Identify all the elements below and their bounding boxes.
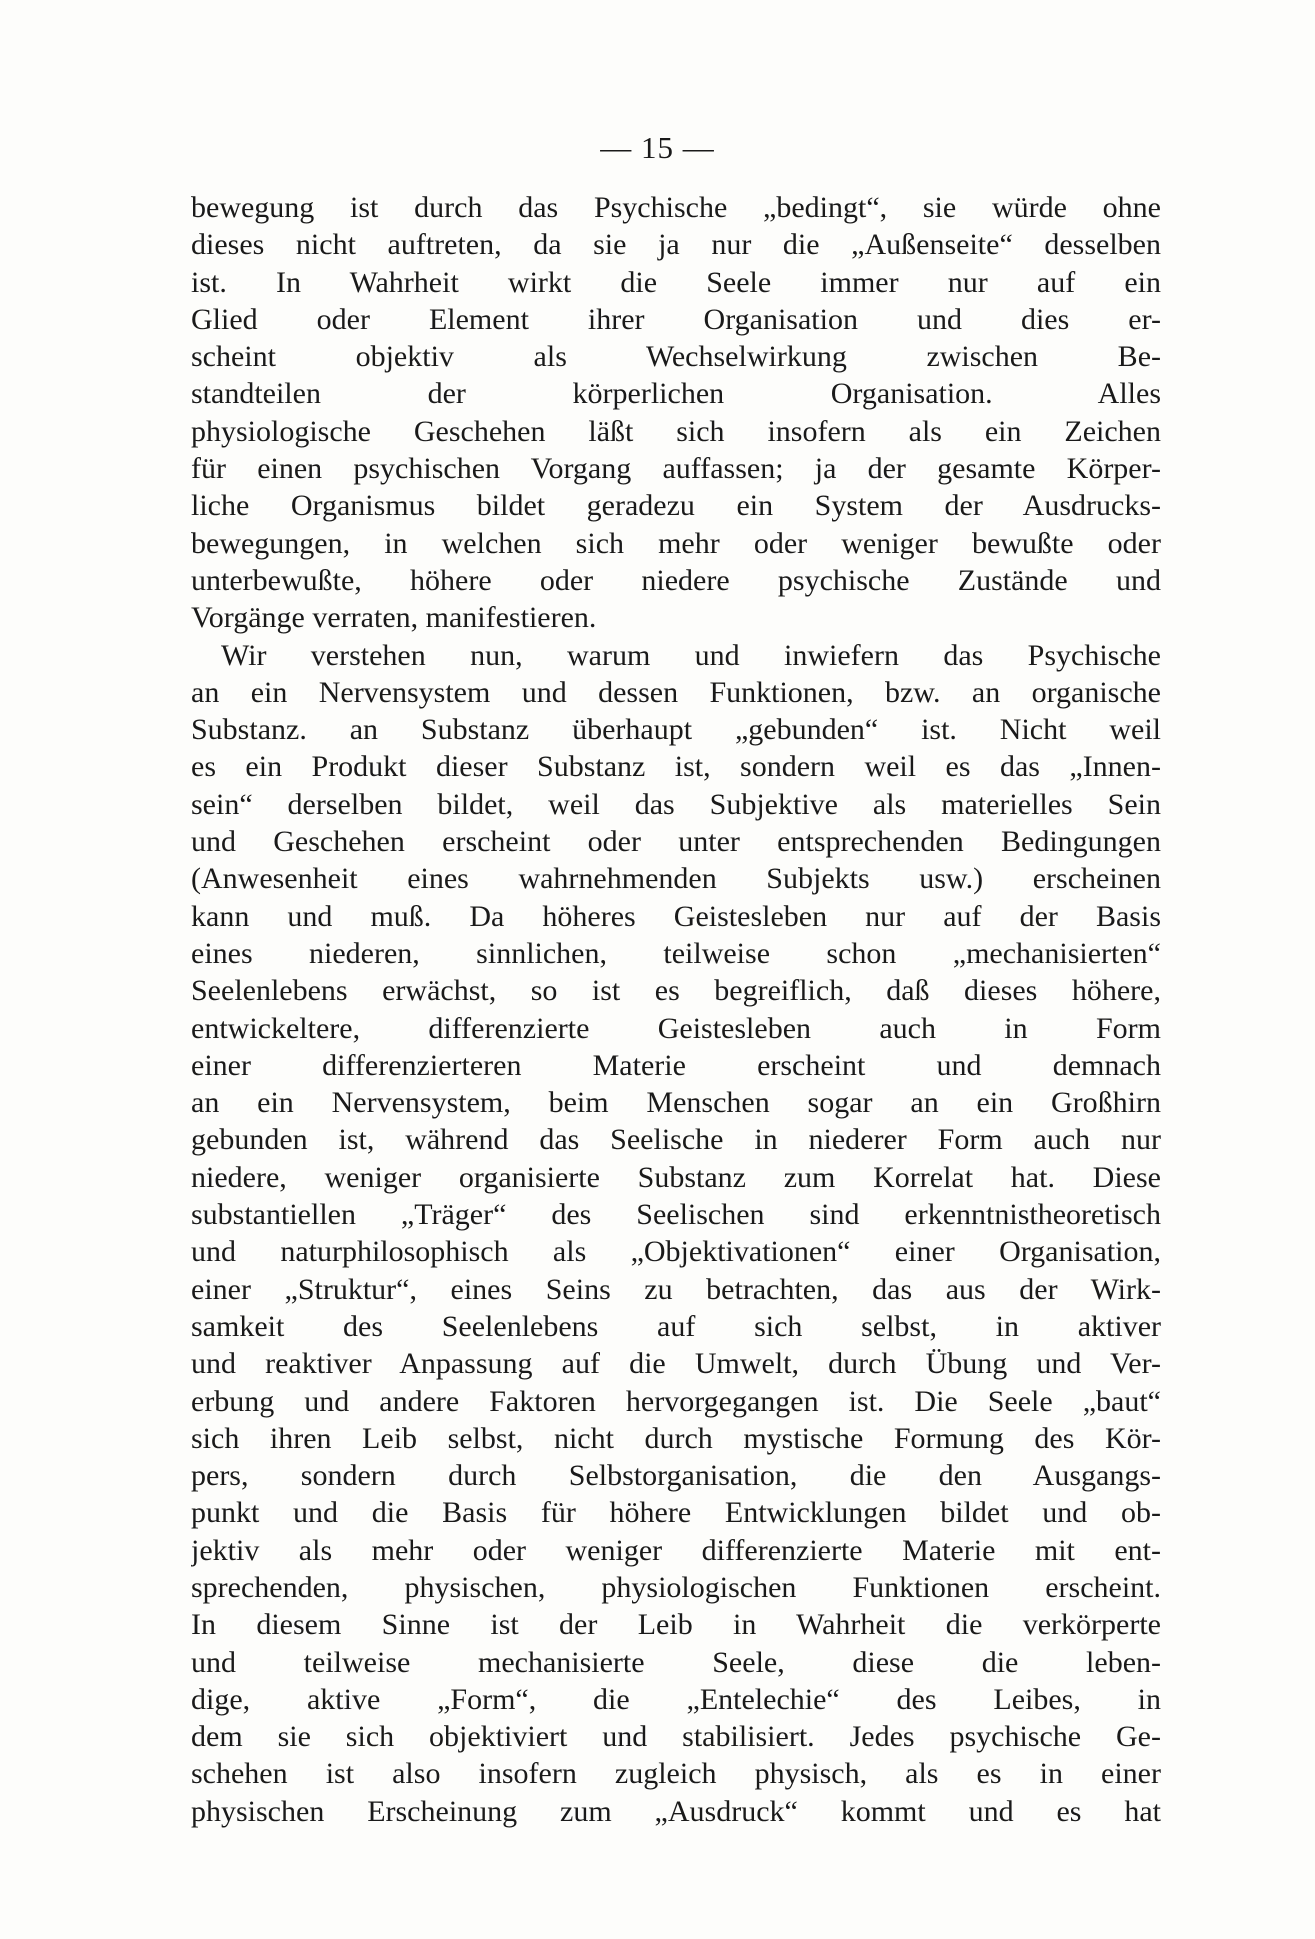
text-line: scheint objektiv als Wechselwirkung zwischen Be- bbox=[191, 340, 1161, 374]
text-line: Seelenlebens erwächst, so ist es begreiflich, daß dieses höhere, bbox=[191, 974, 1161, 1008]
text-line: dige, aktive „Form“, die „Entelechie“ des Leibes, in bbox=[191, 1682, 1161, 1716]
text-line: standteilen der körperlichen Organisation. Alles bbox=[191, 377, 1161, 411]
text-line: an ein Nervensystem und dessen Funktionen, bzw. an organische bbox=[191, 675, 1161, 709]
text-line: es ein Produkt dieser Substanz ist, sondern weil es das „Innen- bbox=[191, 750, 1161, 784]
text-line: an ein Nervensystem, beim Menschen sogar an ein Großhirn bbox=[191, 1086, 1161, 1120]
text-line: sich ihren Leib selbst, nicht durch mystische Formung des Kör- bbox=[191, 1421, 1161, 1455]
text-line: liche Organismus bildet geradezu ein System der Ausdrucks- bbox=[191, 489, 1161, 523]
body-text bbox=[191, 189, 1161, 1830]
text-line: Substanz. an Substanz überhaupt „gebunden“ ist. Nicht weil bbox=[191, 713, 1161, 747]
text-line: ist. In Wahrheit wirkt die Seele immer nur auf ein bbox=[191, 265, 1161, 299]
text-line: kann und muß. Da höheres Geistesleben nur auf der Basis bbox=[191, 899, 1161, 933]
text-line: (Anwesenheit eines wahrnehmenden Subjekts usw.) erscheinen bbox=[191, 862, 1161, 896]
text-line: bewegungen, in welchen sich mehr oder weniger bewußte oder bbox=[191, 526, 1161, 560]
text-line: bewegung ist durch das Psychische „bedingt“, sie würde ohne bbox=[191, 191, 1161, 224]
page-number: — 15 — bbox=[600, 130, 715, 165]
text-line: sein“ derselben bildet, weil das Subjektive als materielles Sein bbox=[191, 787, 1161, 821]
text-line: Glied oder Element ihrer Organisation und dies er- bbox=[191, 302, 1161, 336]
text-line: pers, sondern durch Selbstorganisation, die den Ausgangs- bbox=[191, 1459, 1161, 1493]
text-line: substantiellen „Träger“ des Seelischen sind erkenntnistheoretisch bbox=[191, 1198, 1161, 1232]
text-line: Wir verstehen nun, warum und inwiefern das Psychische bbox=[221, 638, 1161, 672]
text-line: sprechenden, physischen, physiologischen Funktionen erscheint. bbox=[191, 1570, 1161, 1604]
text-line: erbung und andere Faktoren hervorgegangen ist. Die Seele „baut“ bbox=[191, 1384, 1161, 1418]
text-line: einer „Struktur“, eines Seins zu betrachten, das aus der Wirk- bbox=[191, 1272, 1161, 1306]
text-line: niedere, weniger organisierte Substanz zum Korrelat hat. Diese bbox=[191, 1160, 1161, 1194]
text-line: dieses nicht auftreten, da sie ja nur die „Außenseite“ desselben bbox=[191, 228, 1161, 262]
paragraph-end-line: Vorgänge verraten, manifestieren. bbox=[191, 601, 597, 635]
text-line: und Geschehen erscheint oder unter entsprechenden Bedingungen bbox=[191, 825, 1161, 859]
text-line: eines niederen, sinnlichen, teilweise schon „mechanisierten“ bbox=[191, 936, 1161, 970]
text-line: für einen psychischen Vorgang auffassen; ja der gesamte Körper- bbox=[191, 452, 1161, 486]
text-line: punkt und die Basis für höhere Entwicklungen bildet und ob- bbox=[191, 1496, 1161, 1530]
text-line: und teilweise mechanisierte Seele, diese die leben- bbox=[191, 1645, 1161, 1679]
text-line: entwickeltere, differenzierte Geistesleben auch in Form bbox=[191, 1011, 1161, 1045]
text-line: In diesem Sinne ist der Leib in Wahrheit die verkörperte bbox=[191, 1608, 1161, 1642]
text-line: dem sie sich objektiviert und stabilisiert. Jedes psychische Ge- bbox=[191, 1720, 1161, 1754]
text-line: samkeit des Seelenlebens auf sich selbst, in aktiver bbox=[191, 1309, 1161, 1343]
text-line: gebunden ist, während das Seelische in niederer Form auch nur bbox=[191, 1123, 1161, 1157]
text-line: und reaktiver Anpassung auf die Umwelt, durch Übung und Ver- bbox=[191, 1347, 1161, 1381]
text-line: jektiv als mehr oder weniger differenzierte Materie mit ent- bbox=[191, 1533, 1161, 1567]
text-line: und naturphilosophisch als „Objektivationen“ einer Organisation, bbox=[191, 1235, 1161, 1269]
text-line: unterbewußte, höhere oder niedere psychische Zustände und bbox=[191, 563, 1161, 597]
text-line: physiologische Geschehen läßt sich insofern als ein Zeichen bbox=[191, 414, 1161, 448]
text-line: schehen ist also insofern zugleich physisch, als es in einer bbox=[191, 1757, 1161, 1791]
text-line: einer differenzierteren Materie erscheint und demnach bbox=[191, 1048, 1161, 1082]
text-line: physischen Erscheinung zum „Ausdruck“ kommt und es hat bbox=[191, 1794, 1161, 1828]
